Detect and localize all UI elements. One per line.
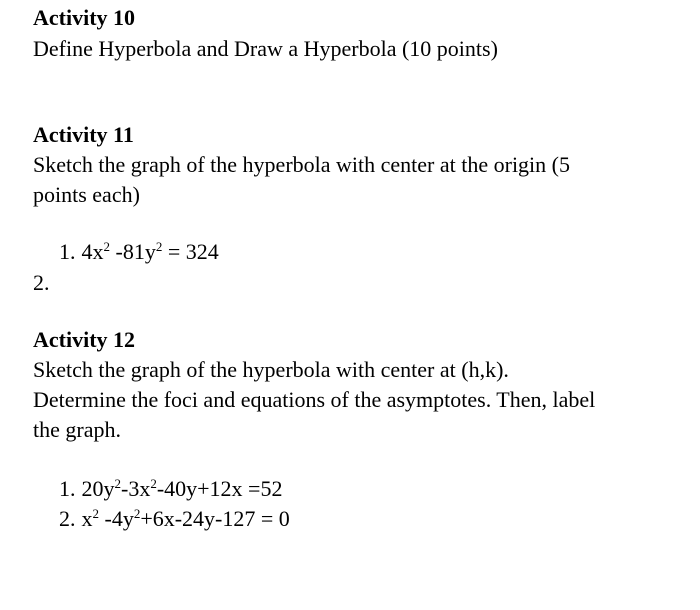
activity-12-instruction-line-3: the graph. bbox=[33, 417, 121, 442]
activity-12-instruction-line-1: Sketch the graph of the hyperbola with center at (h,k). bbox=[33, 357, 509, 382]
activity-11-instruction-line-1: Sketch the graph of the hyperbola with center at the origin (5 bbox=[33, 152, 570, 177]
activity-10-instruction: Define Hyperbola and Draw a Hyperbola (10 points) bbox=[33, 36, 498, 61]
activity-12-instruction-line-2: Determine the foci and equations of the asymptotes. Then, label bbox=[33, 387, 596, 412]
activity-11-item-1-number: 1. bbox=[59, 239, 76, 264]
activity-11-item-2 bbox=[33, 270, 56, 296]
activity-12-item-2-number: 2. bbox=[59, 506, 76, 531]
activity-11-title: Activity 11 bbox=[33, 122, 134, 147]
activity-12-item-2 bbox=[59, 506, 290, 532]
activity-11-item-2-number: 2. bbox=[33, 270, 50, 295]
activity-12-item-2-equation: $x^2$ $-4y^2+6x-24y-127 = 0$ bbox=[81, 506, 290, 531]
activity-12-item-1-equation: $20y^2-3x^2-40y+12x =52$ bbox=[81, 476, 283, 501]
activity-12-title: Activity 12 bbox=[33, 327, 136, 352]
activity-11-item-1 bbox=[59, 239, 219, 265]
activity-10-title: Activity 10 bbox=[33, 5, 136, 30]
activity-12-item-1-number: 1. bbox=[59, 476, 76, 501]
activity-11-item-1-equation: $4x^2$ $-81y^2 = 324$ bbox=[81, 239, 219, 264]
activity-11-instruction-line-2: points each) bbox=[33, 182, 140, 207]
activity-12-item-1 bbox=[59, 476, 282, 502]
